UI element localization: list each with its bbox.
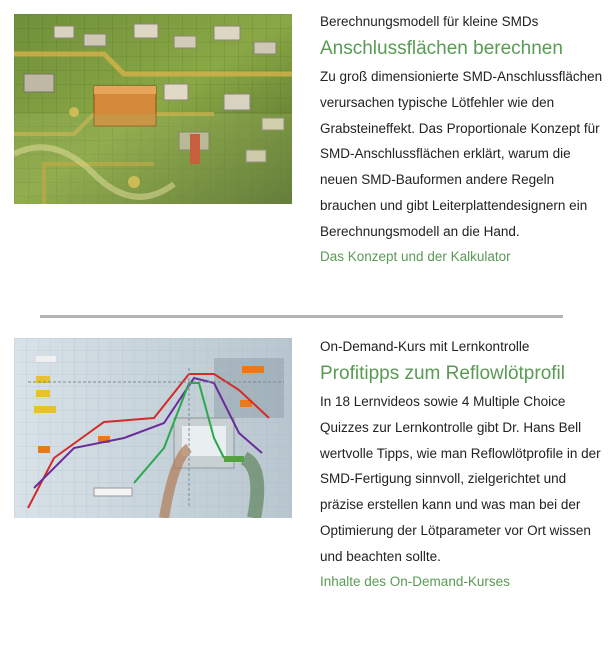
article-text <box>320 13 605 267</box>
article-link[interactable]: Das Konzept und der Kalkulator <box>320 248 511 264</box>
article-body: Zu groß dimensionierte SMD-Anschlussflächen verursachen typische Lötfehler wie den Grabsteineffekt. Das Proportionale Konzept für SMD-Anschlussflächen erklärt, warum die neuen SMD-Bauformen andere Regeln brauchen und gibt Leiterplattendesignern ein Berechnungsmodell an die Hand. <box>320 69 603 239</box>
article-kicker: On-Demand-Kurs mit Lernkontrolle <box>320 339 530 354</box>
article-headline[interactable]: Anschlussflächen berechnen <box>320 38 563 59</box>
article-text <box>320 338 605 592</box>
reflow-graph-icon <box>14 338 292 518</box>
smd-pcb-image[interactable] <box>14 14 292 204</box>
article-link[interactable]: Inhalte des On-Demand-Kurses <box>320 573 510 589</box>
divider <box>40 315 563 318</box>
article-headline[interactable]: Profitipps zum Reflowlötprofil <box>320 363 565 384</box>
article-kicker: Berechnungsmodell für kleine SMDs <box>320 14 539 29</box>
article-body: In 18 Lernvideos sowie 4 Multiple Choice Quizzes zur Lernkontrolle gibt Dr. Hans Bell wertvolle Tipps, wie man Reflowlötprofile in der SMD-Fertigung sinnvoll, zielgerichtet und präzise erstellen kann und was man bei der Optimierung der Lötparameter vor Ort wissen und beachten sollte. <box>320 394 601 564</box>
reflow-profile-image[interactable] <box>14 338 292 518</box>
pcb-photo-icon <box>14 14 292 204</box>
